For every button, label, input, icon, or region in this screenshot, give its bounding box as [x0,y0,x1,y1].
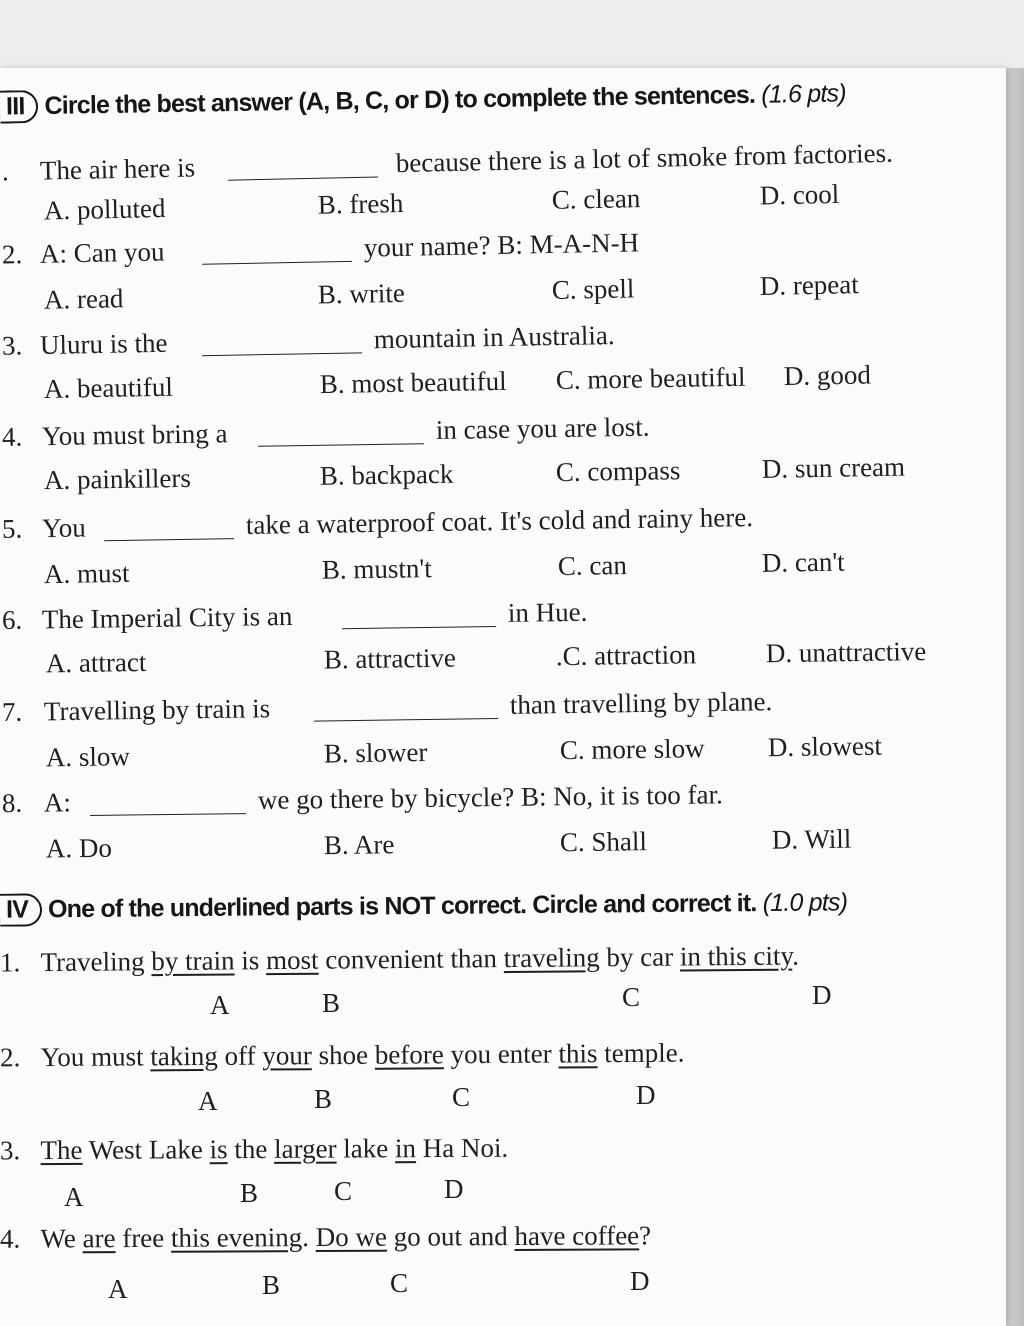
question-number: 3. [1,330,23,361]
label-d: D [630,1266,650,1296]
question-number: 2. [1,239,23,270]
question-text-end: take a waterproof coat. It's cold and rainy here. [245,502,754,540]
sentence-text: go out and [386,1221,515,1252]
label-a: A [198,1086,218,1116]
option-c[interactable]: C. more slow [559,733,705,766]
underlined-part-b[interactable]: most [265,944,319,976]
question-text-start: You must bring a [41,418,228,452]
sentence-number: 4. [0,1223,21,1254]
sentence-number: 1. [0,947,21,978]
question-text-end: we go there by bicycle? B: No, it is too far. [257,779,723,815]
sentence-text: shoe [311,1039,375,1071]
option-b[interactable]: B. Are [323,829,395,861]
sentence-text: . [302,1222,316,1253]
option-a[interactable]: A. read [43,283,124,315]
sentence-text: We [40,1223,83,1254]
option-c[interactable]: C. more beautiful [555,361,746,396]
option-b[interactable]: B. most beautiful [319,365,507,400]
label-a: A [64,1182,84,1212]
sentence-text: West Lake [82,1134,210,1165]
sentence-text: off [217,1040,263,1071]
option-a[interactable]: A. attract [45,646,147,679]
error-sentence-3 [0,1133,508,1167]
question-text-end: your name? B: M-A-N-H [363,227,640,263]
sentence-text: temple. [597,1037,685,1069]
answer-blank [104,514,234,541]
underlined-part-b[interactable]: is [209,1134,228,1165]
option-a[interactable]: A. must [43,557,130,590]
question-text-end: mountain in Australia. [373,320,615,355]
section-4-roman: IV [0,893,42,926]
question-text-start: A: [43,787,72,818]
answer-blank [202,328,362,356]
section-3-instruction: Circle the best answer (A, B, C, or D) to complete the sentences. [44,80,756,120]
option-d[interactable]: D. Will [771,823,852,855]
answer-blank [228,153,378,181]
label-d: D [812,980,832,1010]
option-c[interactable]: .C. attraction [555,639,697,672]
label-c: C [622,982,641,1012]
section-4-points: (1.0 pts) [762,888,848,918]
option-b[interactable]: B. slower [323,737,428,769]
sentence-text: free [115,1222,172,1254]
question-number: 8. [1,787,23,819]
underlined-part-c[interactable]: larger [273,1133,337,1164]
question-text-end: than travelling by plane. [509,686,773,720]
sentence-text: convenient than [318,943,504,975]
underlined-part-b[interactable]: this evening [170,1222,303,1253]
option-a[interactable]: A. polluted [43,193,166,226]
sentence-text: you enter [443,1038,559,1070]
option-a[interactable]: A. Do [45,832,113,864]
sentence-text: Ha Noi. [415,1132,509,1164]
option-d[interactable]: D. can't [761,546,845,578]
worksheet-page [0,68,1006,1326]
question-text-start: Travelling by train is [43,693,271,727]
underlined-part-a[interactable]: The [40,1134,83,1166]
sentence-text: the [227,1133,275,1165]
underlined-part-b[interactable]: your [262,1040,312,1071]
option-a[interactable]: A. slow [45,741,131,773]
error-sentence-1 [0,941,799,979]
question-text-start: You [41,512,86,544]
option-b[interactable]: B. mustn't [321,553,433,585]
error-sentence-2 [0,1038,685,1074]
option-a[interactable]: A. beautiful [43,371,174,404]
option-c[interactable]: C. Shall [559,826,648,858]
question-text-start: The air here is [39,152,196,186]
label-a: A [210,990,230,1020]
question-text-start: Uluru is the [39,327,168,361]
sentence-text: Traveling [40,946,152,978]
section-3-roman: III [0,90,39,124]
sentence-text: . [792,940,800,971]
option-d[interactable]: D. slowest [767,730,883,763]
label-c: C [334,1176,353,1206]
answer-blank [314,694,498,722]
option-b[interactable]: B. backpack [319,458,454,491]
option-c[interactable]: C. compass [555,455,681,488]
option-d[interactable]: D. unattractive [765,636,927,669]
option-d[interactable]: D. sun cream [761,451,906,484]
underlined-part-d[interactable]: in this city [679,940,793,972]
underlined-part-a[interactable]: by train [151,945,235,977]
answer-blank [202,237,352,265]
underlined-part-d[interactable]: in [394,1133,417,1164]
sentence-text: ? [639,1220,652,1251]
option-d[interactable]: D. cool [759,178,840,211]
section-3-points: (1.6 pts) [761,79,846,109]
sentence-text: is [234,945,267,976]
option-b[interactable]: B. attractive [323,642,457,675]
underlined-part-a[interactable]: are [82,1223,116,1254]
option-d[interactable]: D. repeat [759,269,860,302]
question-text-start: A: Can you [39,236,165,269]
label-d: D [636,1080,656,1110]
label-b: B [240,1178,259,1208]
option-b[interactable]: B. fresh [317,188,404,220]
section-4-instruction: One of the underlined parts is NOT correct. Circle and correct it. [47,889,757,924]
question-text-start: The Imperial City is an [41,600,293,635]
underlined-part-a[interactable]: taking [150,1040,218,1072]
answer-blank [342,602,496,629]
option-a[interactable]: A. painkillers [43,462,192,496]
error-sentence-4 [0,1220,651,1254]
underlined-part-d[interactable]: this [558,1038,598,1069]
sentence-text: by car [599,941,681,973]
sentence-text: lake [336,1133,396,1164]
sentence-number: 3. [0,1135,21,1166]
section-3-heading [0,77,846,123]
viewer-top-bar [0,0,1024,69]
underlined-part-c[interactable]: Do we [315,1221,388,1253]
option-c[interactable]: C. clean [551,183,641,215]
question-number: 7. [1,696,23,727]
question-number: 6. [1,604,23,635]
section-4-heading [0,886,847,926]
question-number: 4. [1,421,23,452]
label-c: C [452,1082,471,1112]
underlined-part-c[interactable]: before [374,1039,444,1070]
question-text-end: because there is a lot of smoke from factories. [395,137,894,179]
label-b: B [262,1270,281,1300]
sentence-number: 2. [0,1042,21,1073]
question-text-end: in case you are lost. [435,411,650,446]
answer-blank [258,419,424,447]
answer-blank [90,789,246,816]
label-c: C [390,1268,409,1298]
label-a: A [108,1274,128,1304]
option-d[interactable]: D. good [783,359,872,392]
underlined-part-d[interactable]: have coffee [514,1220,640,1252]
question-number: 5. [1,513,23,544]
question-text-end: in Hue. [507,596,588,628]
option-c[interactable]: C. can [557,550,628,582]
sentence-text: You must [40,1041,151,1073]
label-b: B [314,1084,333,1114]
question-number: . [1,156,10,187]
page-edge [1006,68,1024,1326]
option-b[interactable]: B. write [317,277,406,310]
underlined-part-c[interactable]: traveling [503,942,600,974]
option-c[interactable]: C. spell [551,273,635,306]
label-b: B [322,988,341,1018]
label-d: D [444,1174,464,1204]
